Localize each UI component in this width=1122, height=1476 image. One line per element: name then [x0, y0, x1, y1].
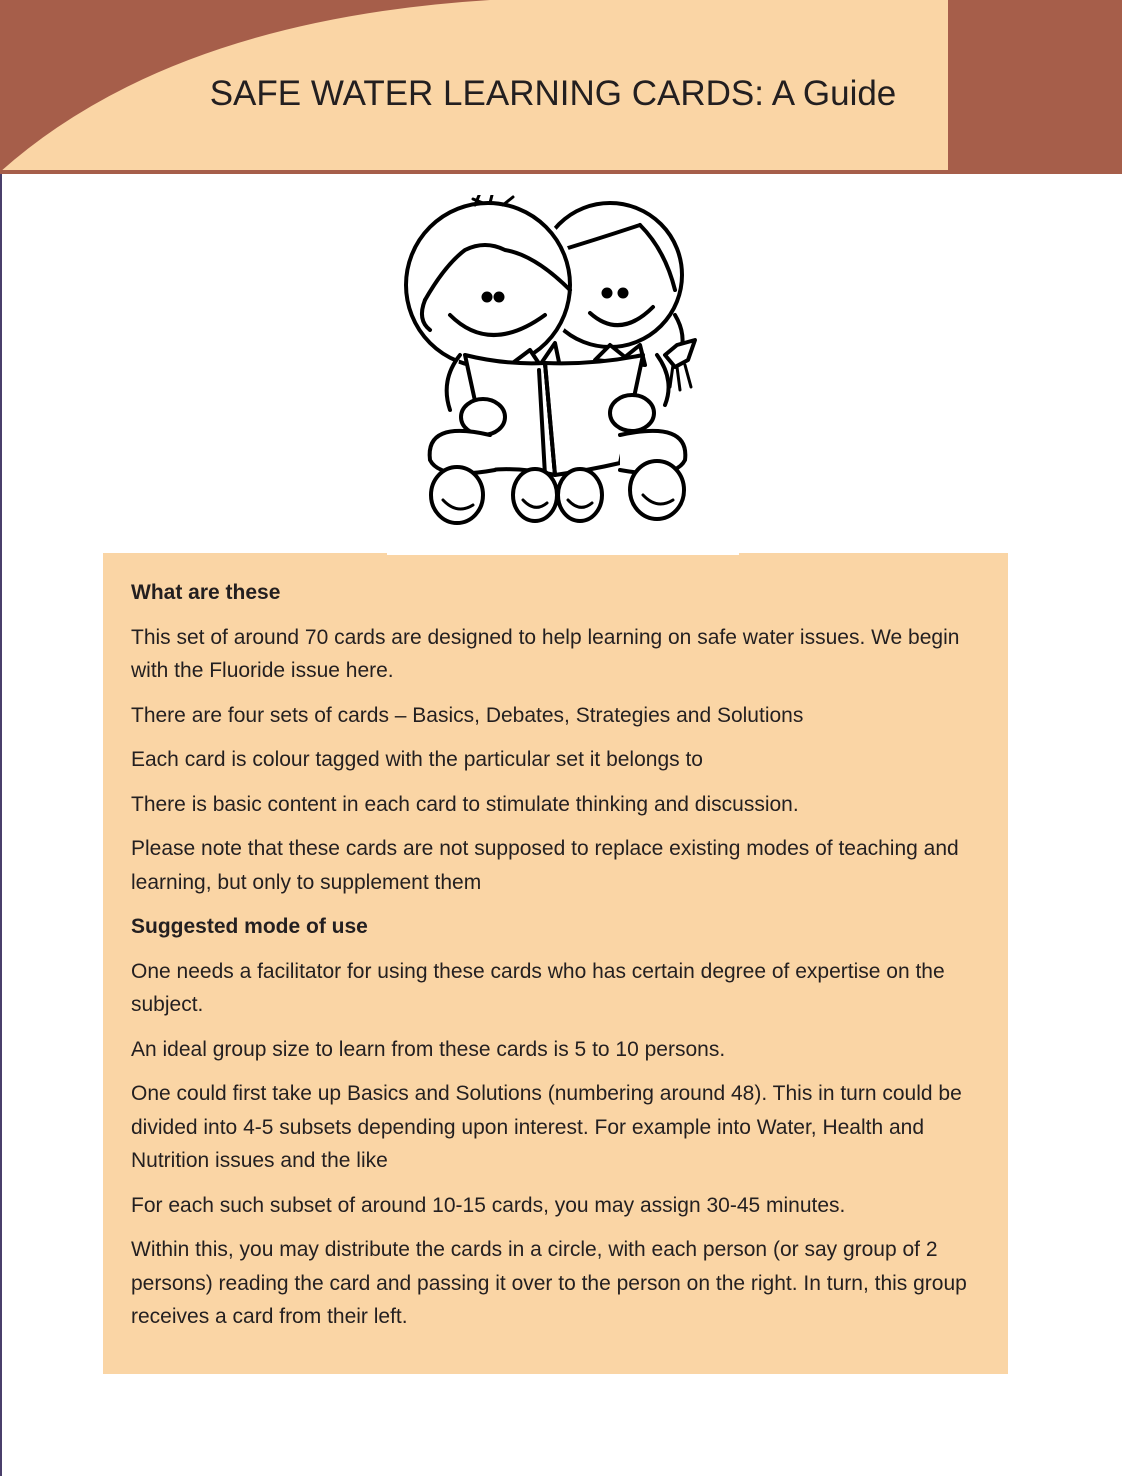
paragraph: Each card is colour tagged with the particular set it belongs to — [131, 748, 703, 771]
paragraph: One could first take up Basics and Solutions (numbering around 48). This in turn could be divided into 4-5 subsets depending upon interest. For example into Water, Health and Nutrition issues and the like — [131, 1082, 962, 1172]
paragraph: There are four sets of cards – Basics, Debates, Strategies and Solutions — [131, 703, 804, 727]
section-heading-use: Suggested mode of use — [131, 915, 368, 938]
children-reading-book-icon — [395, 195, 715, 530]
section-heading-what: What are these — [131, 581, 281, 604]
paragraph: One needs a facilitator for using these cards who has certain degree of expertise on the subject. — [131, 959, 945, 1016]
guide-content — [131, 576, 991, 1345]
panel-top-notch — [387, 553, 739, 555]
paragraph: An ideal group size to learn from these cards is 5 to 10 persons. — [131, 1037, 726, 1061]
paragraph: This set of around 70 cards are designed to help learning on safe water issues. We begin with the Fluoride issue here. — [131, 625, 960, 682]
info-panel — [103, 553, 1008, 1374]
page-left-border — [0, 0, 2, 1476]
paragraph: Within this, you may distribute the cards in a circle, with each person (or say group of 2 persons) reading the card and passing it over to the person on the right. In turn, this group receives a card from their left. — [131, 1238, 967, 1328]
paragraph: There is basic content in each card to stimulate thinking and discussion. — [131, 792, 799, 816]
paragraph: For each such subset of around 10-15 cards, you may assign 30-45 minutes. — [131, 1193, 846, 1217]
page-title: SAFE WATER LEARNING CARDS: A Guide — [209, 74, 897, 113]
paragraph: Please note that these cards are not supposed to replace existing modes of teaching and learning, but only to supplement them — [131, 837, 959, 894]
header-banner — [0, 0, 1122, 176]
